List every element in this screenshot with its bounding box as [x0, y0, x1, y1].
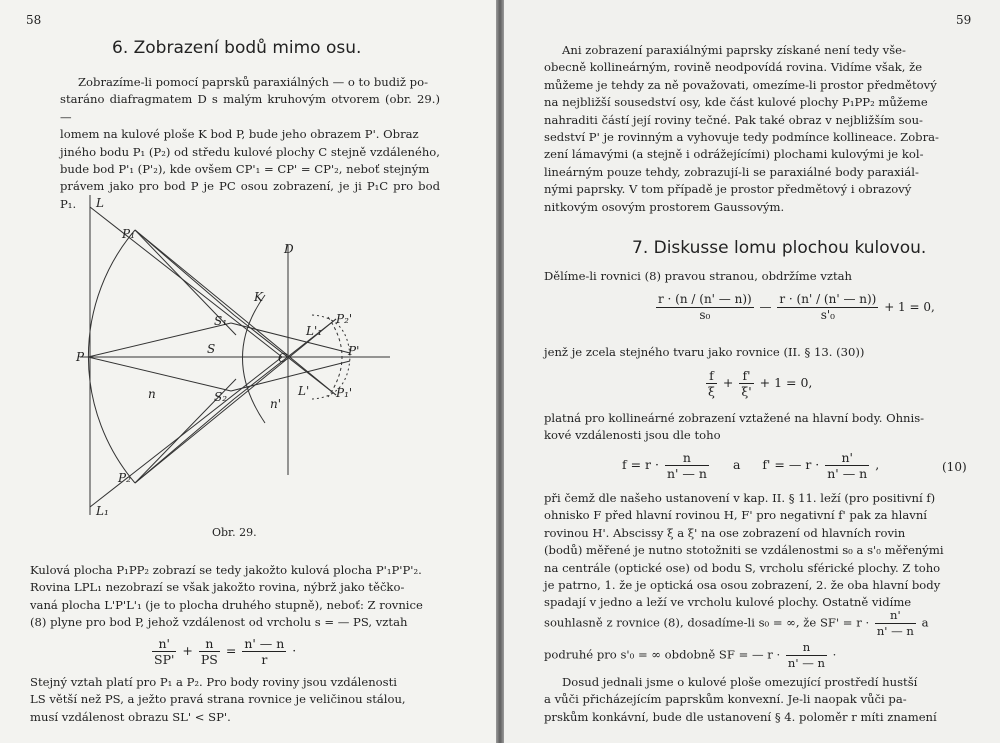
text-line: můžeme je tehdy za ně považovati, omezíme-li prostor předmětový	[544, 77, 937, 92]
ray	[231, 323, 350, 353]
text-line: Stejný vztah platí pro P₁ a P₂. Pro body roviny jsou vzdálenosti	[30, 675, 397, 689]
text-line: bude bod P'₁ (P'₂), kde ovšem CP'₁ = CP' = CP'₂, neboť stejným	[60, 162, 430, 177]
label-L1-prime: L'₁	[306, 324, 323, 338]
text-line: LS větší než PS, a ježto pravá strana rovnice je veličinou stálou,	[30, 692, 406, 707]
text-line: zení lámavými (a stejně i odrážejícími) plochami kulovými je kol-	[544, 147, 924, 162]
final-paragraph-left	[30, 674, 440, 726]
line-a: Dělíme-li rovnici (8) pravou stranou, obdržíme vztah	[544, 269, 853, 283]
fraction: $\frac{n}{n' — n}$	[666, 450, 707, 481]
label-L1: L₁	[96, 504, 109, 518]
label-K: K	[254, 290, 263, 304]
text-line: staráno diafragmatem D s malým kruhovým otvorem (obr. 29.) —	[60, 92, 440, 124]
fraction: $\frac{f}{\xi}$	[708, 368, 715, 399]
label-P: P	[76, 350, 85, 364]
text-line: spadají v jedno a leží ve vrcholu kulové plochy. Ostatně vidíme	[544, 595, 912, 610]
intro-paragraph-right	[544, 42, 964, 216]
line-b: jenž je zcela stejného tvaru jako rovnice (II. § 13. (30))	[544, 345, 865, 359]
text-line: kové vzdálenosti jsou dle toho	[544, 428, 721, 443]
text-line: při čemž dle našeho ustanovení v kap. II. § 11. leží (pro positivní f)	[544, 491, 936, 505]
text-line: právem jako pro bod P je PC osou zobrazení, je ji P₁C pro bod P₁.	[60, 179, 440, 211]
ray	[135, 319, 336, 483]
text-line: nitkovým osovým prostorem Gaussovým.	[544, 199, 785, 214]
figure-29-diagram	[60, 185, 400, 530]
fraction: $\frac{n'}{n' — n}$	[827, 450, 868, 481]
label-S1: S₁	[214, 314, 228, 328]
label-P1: P₁	[122, 227, 135, 241]
section-heading-7: 7. Diskusse lomu plochou kulovou.	[632, 238, 927, 258]
ray	[135, 230, 336, 395]
text-line: sedství P' je rovinným a vyhovuje tedy podmínce kollineace. Zobra-	[544, 130, 939, 145]
equation-left: $\frac{n'}{SP'}$ + $\frac{n}{PS}$ = $\frac{n' — n}{r}$ ·	[154, 636, 297, 667]
figure-caption: Obr. 29.	[212, 526, 257, 539]
equation-3: f = r · $\frac{n}{n' — n}$ a f' = — r · $\frac{n'}{n' — n}$ ,	[622, 450, 880, 481]
label-P2: P₂	[118, 471, 131, 485]
text-line: Dosud jednali jsme o kulové ploše omezující prostředí hustší	[562, 675, 918, 689]
text-line: Rovina LPL₁ nezobrazí se však jakožto rovina, nýbrž jako těčko-	[30, 580, 405, 595]
fraction: $\frac{n' — n}{r}$	[244, 636, 285, 667]
text-line: nahraditi částí její roviny tečné. Pak také obraz v nejbližším sou-	[544, 112, 923, 127]
label-S2: S₂	[214, 390, 228, 404]
fraction: $\frac{n'}{SP'}$	[154, 636, 175, 667]
ray	[231, 361, 350, 391]
text-line: na nejbližší sousedství osy, kde část kulové plochy P₁PP₂ můžeme	[544, 95, 928, 110]
text-line: rovinou H'. Abscissy ξ a ξ' na ose zobrazení od hlavních rovin	[544, 525, 906, 540]
text-line: Zobrazíme-li pomocí paprsků paraxiálných — o to budiž po-	[78, 75, 429, 89]
equation-2: $\frac{f}{\xi}$ + $\frac{f'}{\xi'}$ + 1 = 0,	[708, 368, 813, 399]
text-line: lineárným pouze tehdy, zobrazují-li se paraxiálné body paraxiál-	[544, 164, 919, 179]
refracting-surface-K	[243, 295, 266, 423]
text-line: a vůči přicházejícím paprskům konvexní. Je-li naopak vůči pa-	[544, 692, 907, 707]
equation-1: $\frac{r \cdot (n / (n' — n))}{\text{s₀}}$ — $\frac{r \cdot (n' / (n' — n))}{\text{s'₀}}$ + 1 = 0,	[658, 292, 935, 322]
text-line: Kulová plocha P₁PP₂ zobrazí se tedy jakožto kulová plocha P'₁P'P'₂.	[30, 563, 422, 577]
text-line: (bodů) měřené je nutno stotožniti se vzdálenostmi s₀ a s'₀ měřenými	[544, 543, 944, 558]
text-line: ohnisko F před hlavní rovinou H, F' pro negativní f' pak za hlavní	[544, 508, 927, 523]
text-line: lomem na kulové ploše K bod P, bude jeho obrazem P'. Obraz	[60, 127, 419, 142]
text-line: platná pro kollineárné zobrazení vztažené na hlavní body. Ohnis-	[544, 411, 925, 425]
mid-paragraph	[544, 410, 964, 445]
label-D: D	[284, 242, 294, 256]
fraction: $\frac{n'}{n' — n}$	[876, 608, 914, 638]
section-heading-6: 6. Zobrazení bodů mimo osu.	[112, 38, 362, 58]
label-P2-prime: P₂'	[336, 312, 353, 326]
text-line: jiného bodu P₁ (P₂) od středu kulové plochy C stejně vzdáleného,	[60, 144, 440, 159]
ray	[88, 357, 231, 391]
right-page	[504, 0, 1000, 743]
book-gutter	[496, 0, 504, 743]
label-P-prime: P'	[348, 344, 360, 358]
text-line: Ani zobrazení paraxiálnými paprsky získané není tedy vše-	[562, 43, 906, 57]
text-line: prskům konkávní, bude dle ustanovení § 4. poloměr r míti znamení	[544, 709, 937, 724]
fraction: $\frac{r \cdot (n' / (n' — n))}{\text{s'₀}}$	[779, 292, 877, 322]
label-P1-prime: P₁'	[336, 386, 353, 400]
text-line: vaná plocha L'P'L'₁ (je to plocha druhého stupně), neboť: Z rovnice	[30, 597, 423, 612]
label-n: n	[148, 387, 156, 401]
fraction: $\frac{n}{n' — n}$	[787, 640, 825, 670]
body-paragraph-right	[544, 490, 964, 612]
label-C: C	[278, 351, 288, 365]
left-page	[0, 0, 496, 743]
label-S: S	[207, 342, 216, 356]
fraction: $\frac{f'}{\xi'}$	[741, 368, 752, 399]
ray	[90, 207, 282, 357]
fraction: $\frac{n}{PS}$	[200, 636, 218, 667]
label-n-prime: n'	[270, 397, 282, 411]
text-line: musí vzdálenost obrazu SL' < SP'.	[30, 709, 231, 724]
page-number-right: 59	[956, 13, 972, 27]
after-figure-paragraph	[30, 562, 440, 632]
text-line: na centrále (optické ose) od bodu S, vrcholu sférické plochy. Z toho	[544, 560, 941, 575]
fraction: $\frac{r \cdot (n / (n' — n))}{\text{s₀}}$	[658, 292, 752, 322]
text-line: nými paprsky. V tom případě je prostor předmětový i obrazový	[544, 182, 912, 197]
final-paragraph-right	[544, 674, 964, 726]
text-line: (8) plyne pro bod P, jehož vzdálenost od vrcholu s = — PS, vztah	[30, 615, 408, 630]
text-line: obecně kollineárným, rovině neodpovídá rovina. Vidíme však, že	[544, 60, 923, 75]
label-L-prime: L'	[298, 384, 310, 398]
inline-equation-2: podruhé pro s'₀ = ∞ obdobně SF = — r · $\frac{n}{n' — n}$ ·	[544, 640, 837, 670]
page-number-left: 58	[26, 13, 42, 27]
text-line: je patrno, 1. že je optická osa osou zobrazení, 2. že oba hlavní body	[544, 578, 941, 593]
inline-equation-1: souhlasně z rovnice (8), dosadíme-li s₀ = ∞, že SF' = r · $\frac{n'}{n' — n}$ a	[544, 608, 929, 638]
equation-number-10: (10)	[942, 460, 967, 474]
label-L: L	[96, 196, 104, 210]
